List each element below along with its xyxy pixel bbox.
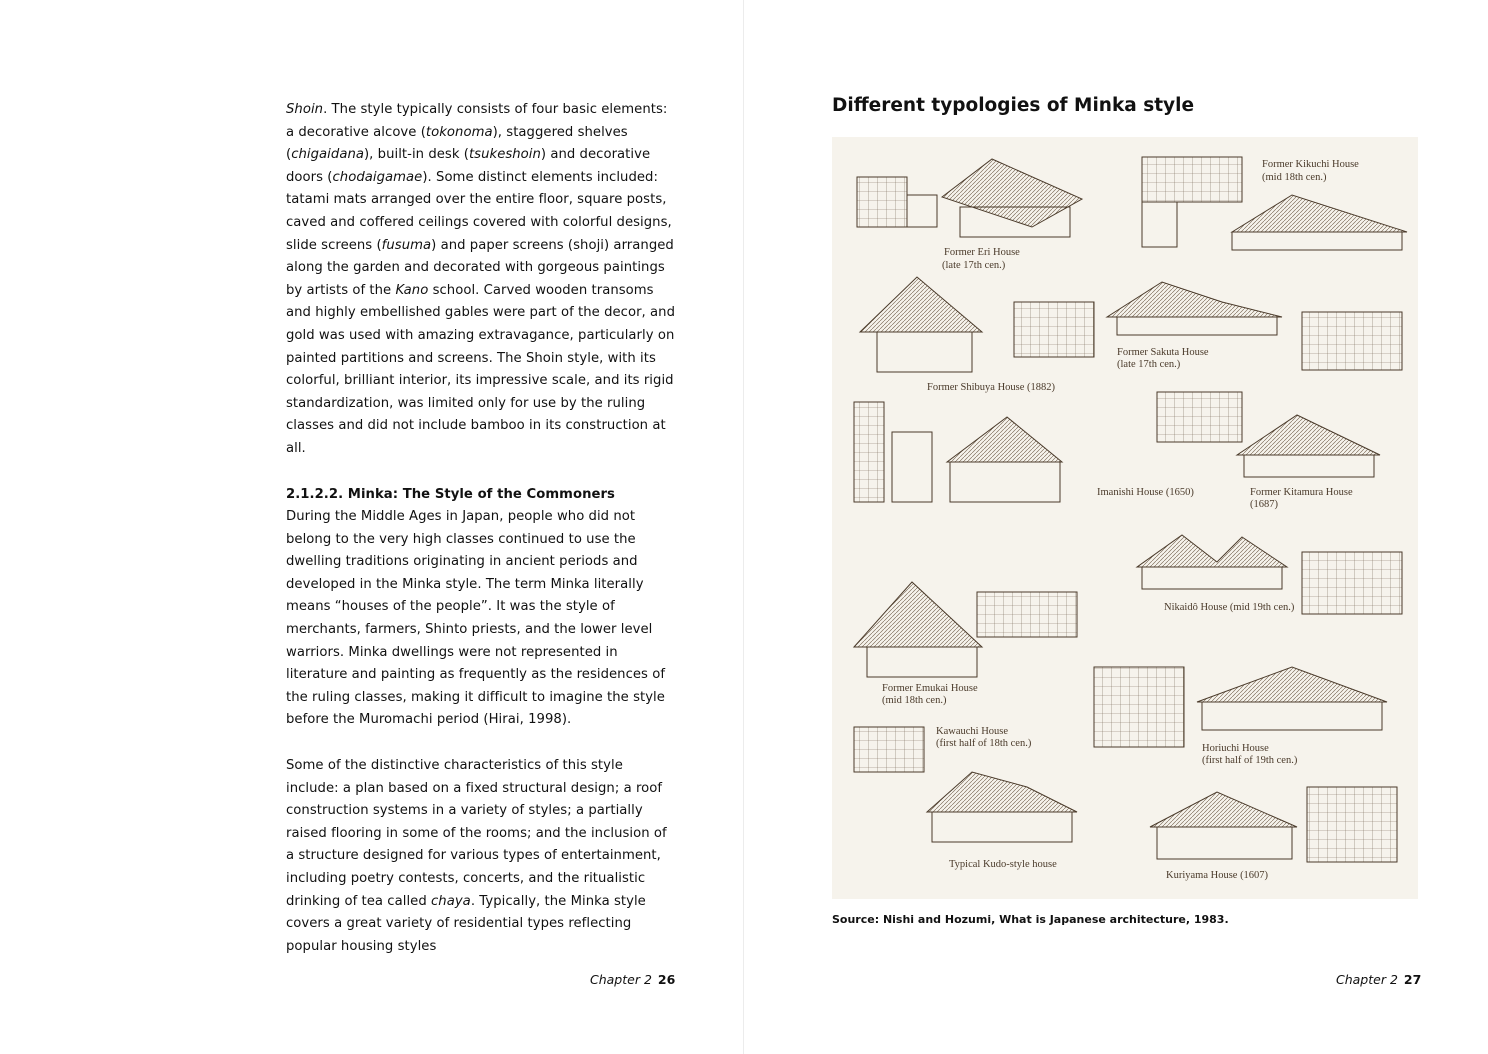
paragraph-shoin [286, 99, 678, 461]
body-text [286, 99, 678, 958]
caption-kawauchi: Kawauchi House [936, 726, 1009, 737]
caption-emukai: Former Emukai House [882, 683, 978, 694]
minka-typologies-figure [832, 137, 1418, 899]
caption-kikuchi: Former Kikuchi House [1262, 159, 1359, 170]
page-footer-left [590, 972, 675, 987]
figure-source: Source: Nishi and Hozumi, What is Japanese architecture, 1983. [832, 913, 1229, 926]
caption-sakuta: Former Sakuta House [1117, 347, 1209, 358]
text-run: ). Some distinct elements included: tatami mats arranged over the entire floor, square posts, caved and coffered ceilings covered with colorful designs, slide screens ( [286, 169, 672, 253]
text-run: . Typically, the Minka style covers a great variety of residential types reflecting popular housing styles [286, 893, 646, 954]
term-chodaigamae: chodaigamae [332, 169, 423, 185]
house-sketch [942, 159, 1082, 227]
caption-horiuchi: Horiuchi House [1202, 743, 1269, 754]
house-drawings [832, 137, 1418, 899]
page-number: 26 [657, 972, 676, 987]
caption-kudo: Typical Kudo-style house [949, 859, 1057, 870]
page-footer-right [1336, 972, 1421, 987]
caption-horiuchi-date: (first half of 19th cen.) [1202, 755, 1298, 766]
paragraph-minka-intro: During the Middle Ages in Japan, people who did not belong to the very high classes continued to use the dwelling traditions originating in ancient periods and developed in the Minka style. The term Minka literally means “houses of the people”. It was the style of merchants, farmers, Shinto priests, and the lower level warriors. Minka dwellings were not represented in literature and painting as frequently as the residences of the ruling classes, making it difficult to imagine the style before the Muromachi period (Hirai, 1998). [286, 509, 666, 728]
term-shoin: Shoin [286, 102, 324, 117]
paragraph-characteristics [286, 755, 678, 958]
caption-sakuta-date: (late 17th cen.) [1117, 359, 1181, 370]
page-number: 27 [1403, 972, 1422, 987]
text-run: school. Carved wooden transoms and highly embellished gables were part of the decor, and gold was used with amazing extravagance, particularly on painted partitions and screens. The Shoin style, with its colorful, brilliant interior, its impressive scale, and its rigid standardization, was limited only for use by the ruling classes and did not include bamboo in its construction at all. [286, 282, 675, 456]
caption-kawauchi-date: (first half of 18th cen.) [936, 738, 1032, 749]
caption-kuriyama: Kuriyama House (1607) [1166, 870, 1269, 881]
caption-emukai-date: (mid 18th cen.) [882, 695, 947, 706]
section-heading: 2.1.2.2. Minka: The Style of the Commoners [286, 486, 615, 502]
text-run: ), staggered shelves ( [286, 124, 628, 163]
text-run: ) and paper screens (shoji) arranged along the garden and decorated with gorgeous paintings by artists of the [286, 237, 674, 298]
term-chaya: chaya [430, 893, 471, 909]
right-page [744, 0, 1488, 1054]
term-fusuma: fusuma [381, 237, 432, 253]
term-tokonoma: tokonoma [425, 124, 493, 140]
chapter-label: Chapter 2 [590, 972, 652, 987]
term-tsukeshoin: tsukeshoin [468, 147, 541, 163]
term-chigaidana: chigaidana [291, 147, 364, 163]
left-page [0, 0, 743, 1054]
caption-eri-date: (late 17th cen.) [942, 260, 1006, 271]
text-run: ), built-in desk ( [363, 147, 469, 163]
caption-nikaido: Nikaidô House (mid 19th cen.) [1164, 602, 1295, 613]
caption-imanishi: Imanishi House (1650) [1097, 487, 1194, 498]
caption-shibuya: Former Shibuya House (1882) [927, 382, 1056, 393]
text-run: Some of the distinctive characteristics of this style include: a plan based on a fixed structural design; a roof construction systems in a variety of styles; a partially raised flooring in some of the rooms; and the inclusion of a structure designed for various types of entertainment, including poetry contests, concerts, and the ritualistic drinking of tea called [286, 758, 667, 909]
text-run: . The style typically consists of four basic elements: a decorative alcove ( [286, 102, 668, 140]
caption-kitamura: Former Kitamura House [1250, 487, 1353, 498]
term-kano: Kano [395, 282, 429, 298]
text-run: ) and decorative doors ( [286, 147, 651, 185]
caption-kitamura-date: (1687) [1250, 499, 1278, 510]
floor-plan [857, 177, 907, 227]
figure-title: Different typologies of Minka style [832, 95, 1194, 116]
caption-eri: Former Eri House [944, 247, 1020, 258]
caption-kikuchi-date: (mid 18th cen.) [1262, 172, 1327, 183]
chapter-label: Chapter 2 [1336, 972, 1398, 987]
